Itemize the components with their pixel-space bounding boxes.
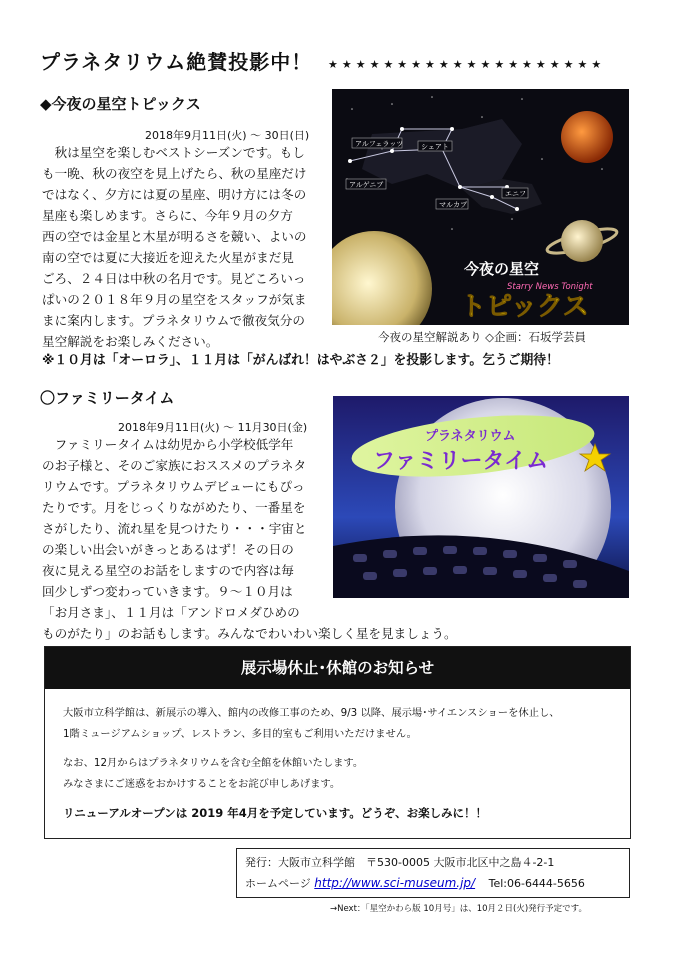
paragraph-line: の楽しい出会いがきっとあるはず！その日の bbox=[42, 542, 294, 557]
family-time-image bbox=[333, 396, 629, 598]
paragraph-line: 夜に見える星空のお話をしますので内容は毎 bbox=[42, 563, 294, 578]
topics-image bbox=[332, 89, 629, 325]
topics-paragraph bbox=[42, 142, 330, 352]
family-paragraph bbox=[42, 434, 457, 644]
paragraph-line: 星座も楽しめます。さらに、今年９月の夕方 bbox=[42, 208, 293, 223]
paragraph-line: リウムです。プラネタリウムデビューにもぴっ bbox=[42, 479, 305, 494]
paragraph-line: 南の空では夏に大接近を迎えた火星がまだ見 bbox=[42, 250, 294, 265]
mars-image bbox=[561, 111, 613, 163]
notice-line: 大阪市立科学館は、新展示の導入、館内の改修工事のため、9/3 以降、展示場･サイエンスショーを休止し、 bbox=[63, 707, 560, 719]
notice-line: みなさまにご迷惑をおかけすることをお詫び申しあげます。 bbox=[63, 778, 341, 790]
paragraph-line: 「お月さま」、１１月は「アンドロメダひめの bbox=[42, 605, 300, 620]
constellation-label: アルゲニブ bbox=[349, 181, 384, 189]
next-issue-note: →Next：「星空かわら版 10月号」は、10月２日(火)発行予定です。 bbox=[330, 904, 587, 914]
saturn-image bbox=[561, 220, 603, 262]
upcoming-note: ※１０月は「オーロラ」、１１月は「がんばれ！はやぶさ２」を投影します。乞うご期待！ bbox=[42, 353, 559, 368]
section-date-family: 2018年9月11日(火) ～ 11月30日(金) bbox=[118, 421, 308, 434]
paragraph-line: 秋は星空を楽しむベストシーズンです。もし bbox=[42, 145, 305, 160]
topics-logo: トピックス bbox=[460, 292, 589, 322]
paragraph-line: も一晩、秋の夜空を見上げたら、秋の星座だけ bbox=[42, 166, 307, 181]
star-divider: ★★★★★★★★★★★★★★★★★★★★ bbox=[328, 58, 606, 71]
paragraph-line: たりです。月をじっくりながめたり、一番星を bbox=[42, 500, 306, 515]
notice-title: 展示場休止･休館のお知らせ bbox=[45, 647, 630, 689]
section-date-topics: 2018年9月11日(火) ～ 30日(日) bbox=[145, 129, 310, 142]
constellation-label: シェアト bbox=[421, 143, 449, 151]
homepage-label: ホームページ bbox=[245, 877, 311, 890]
notice-body bbox=[45, 689, 630, 824]
paragraph-line: 星空解説をお楽しみください。 bbox=[42, 334, 219, 349]
paragraph-line: 西の空では金星と木星が明るさを競い、よいの bbox=[42, 229, 307, 244]
paragraph-line: ぱいの２０１８年９月の星空をスタッフが気ま bbox=[42, 292, 307, 307]
paragraph-line: ではなく、夕方には夏の星座、明け方には冬の bbox=[42, 187, 307, 202]
family-image-line2: ファミリータイム bbox=[373, 449, 549, 474]
section-title-topics: ◆今夜の星空トピックス bbox=[40, 95, 201, 113]
homepage-line bbox=[245, 873, 621, 894]
notice-line: リニューアルオープンは 2019 年4月を予定しています。どうぞ、お楽しみに！！ bbox=[63, 806, 488, 820]
paragraph-line: さがしたり、流れ星を見つけたり・・・宇宙と bbox=[42, 521, 307, 536]
closure-notice bbox=[44, 646, 631, 839]
image-title: 今夜の星空 bbox=[464, 260, 540, 278]
paragraph-line: のお子様と、そのご家族におススメのプラネタ bbox=[42, 458, 307, 473]
paragraph-line: ものがたり」のお話もします。みんなでわいわい楽しく星を見ましょう。 bbox=[42, 626, 457, 641]
page-title: プラネタリウム絶賛投影中！ bbox=[40, 50, 313, 74]
paragraph-line: ごろ、２４日は中秋の名月です。見どころいっ bbox=[42, 271, 306, 286]
image-subtitle: Starry News Tonight bbox=[507, 282, 593, 292]
tel-number: Tel:06-6444-5656 bbox=[488, 877, 585, 890]
constellation-label: エニフ bbox=[505, 190, 526, 198]
constellation-label: アルフェラッツ bbox=[355, 140, 404, 148]
notice-line: なお、12月からはプラネタリウムを含む全館を休館いたします。 bbox=[63, 757, 364, 769]
paragraph-line: まに案内します。プラネタリウムで徹夜気分の bbox=[42, 313, 305, 328]
paragraph-line: ファミリータイムは幼児から小学校低学年 bbox=[42, 437, 294, 452]
homepage-link[interactable]: http://www.sci-museum.jp/ bbox=[314, 876, 476, 890]
topics-caption: 今夜の星空解説あり ◇企画：石坂学芸員 bbox=[378, 330, 586, 344]
publisher-line: 発行：大阪市立科学館 〒530-0005 大阪市北区中之島４-2-1 bbox=[245, 856, 555, 869]
publisher-info bbox=[236, 848, 630, 898]
paragraph-line: 回少しずつ変わっていきます。９～１０月は bbox=[42, 584, 293, 599]
constellation-label: マルカブ bbox=[439, 201, 467, 209]
section-title-family: 〇ファミリータイム bbox=[40, 389, 175, 407]
family-image-line1: プラネタリウム bbox=[425, 429, 516, 444]
notice-line: 1階ミュージアムショップ、レストラン、多目的室もご利用いただけません。 bbox=[63, 728, 417, 740]
